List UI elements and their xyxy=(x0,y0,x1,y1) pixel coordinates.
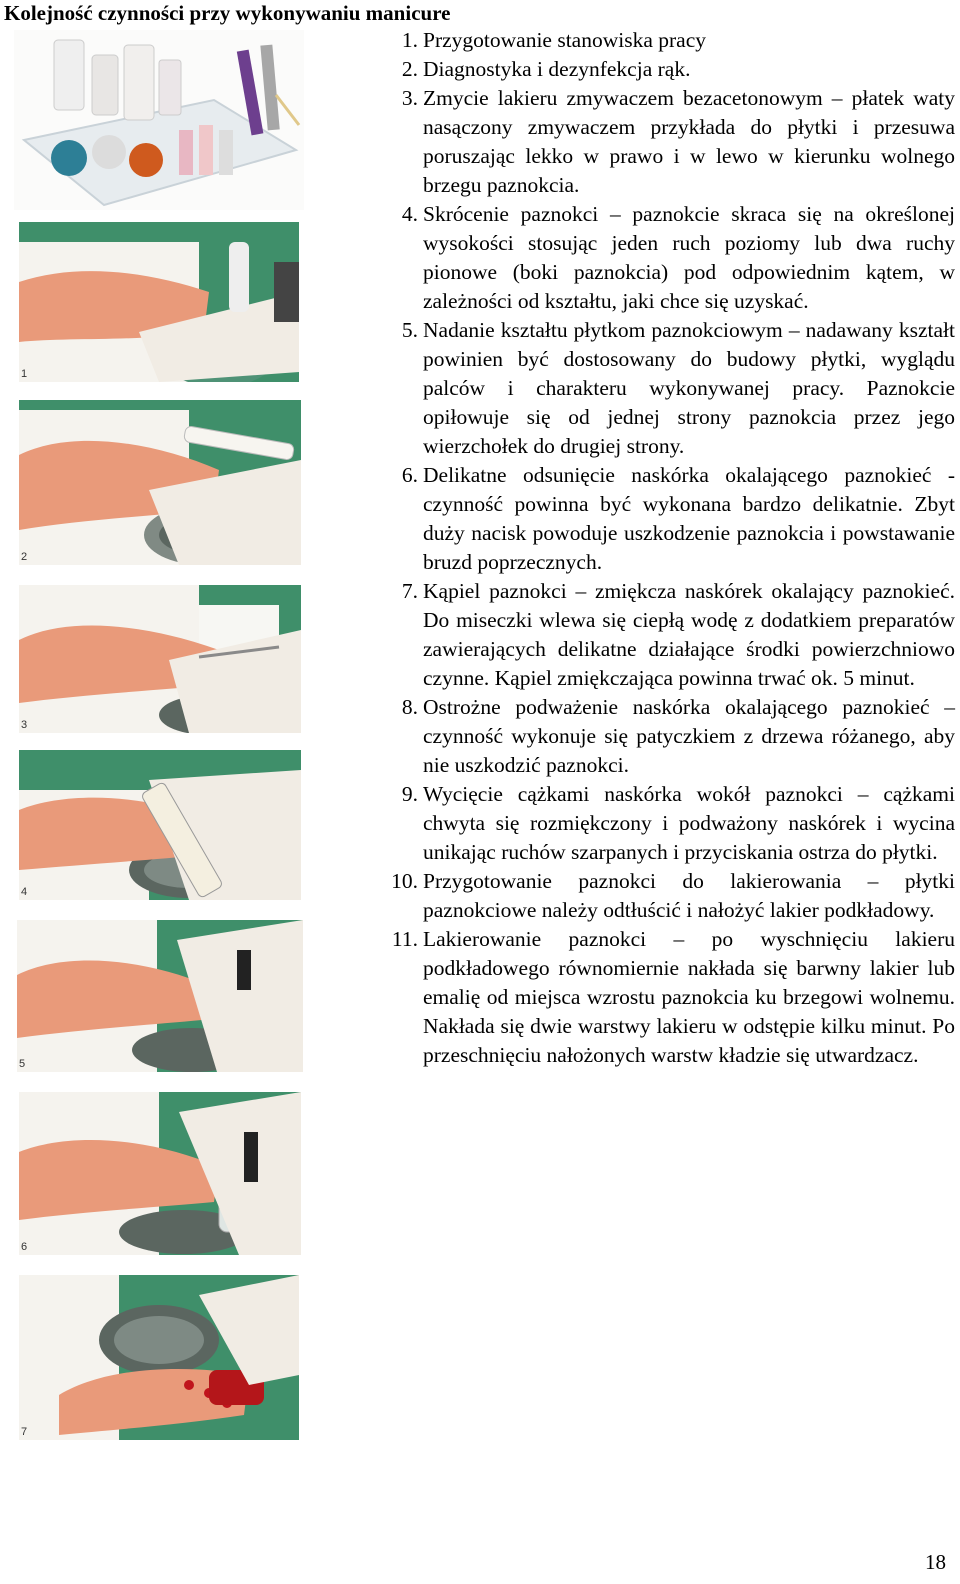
step-number: 9. xyxy=(401,782,418,806)
step-text: Wycięcie cążkami naskórka wokół paznokci – cążkami chwyta się rozmiękczony i podważony naskórek i wycina unikając ruchów szarpanych i przyciskania ostrza do płytki. xyxy=(423,782,955,864)
step-text: Kąpiel paznokci – zmiękcza naskórek okalający paznokieć. Do miseczki wlewa się ciepłą wodę z dodatkiem preparatów zawierających delikatne działające środki powierzchniowo czynne. Kąpiel zmiękczająca powinna trwać ok. 5 minut. xyxy=(423,579,955,690)
step-item xyxy=(380,26,955,55)
step-number: 2. xyxy=(401,57,418,81)
step-text: Nadanie kształtu płytkom paznokciowym – nadawany kształt powinien być dostosowany do budowy płytki, wyglądu palców i charakteru wykonywanej pracy. Paznokcie opiłowuje się od jednej strony paznokcia przez jego wierzchołek do drugiej strony. xyxy=(423,318,955,458)
photo-label: 4 xyxy=(21,886,28,898)
step-number: 6. xyxy=(401,463,418,487)
step-item xyxy=(380,84,955,200)
photo-label: 7 xyxy=(21,1426,28,1438)
step-number: 10. xyxy=(391,869,418,893)
step-item xyxy=(380,867,955,925)
step-text: Delikatne odsunięcie naskórka okalającego paznokieć - czynność powinna być wykonana bardzo delikatnie. Zbyt duży nacisk powoduje uszkodzenie paznokcia i powstawanie bruzd poprzecznych. xyxy=(423,463,955,574)
step-number: 5. xyxy=(401,318,418,342)
step-item xyxy=(380,780,955,867)
photo-column xyxy=(0,0,310,1480)
step-text: Zmycie lakieru zmywaczem bezacetonowym – płatek waty nasączony zmywaczem przykłada do płytki i przesuwa poruszając lekko w prawo i w lewo w kierunku wolnego brzegu paznokcia. xyxy=(423,86,955,197)
photo-step-1 xyxy=(19,222,299,382)
photo-step-2 xyxy=(19,400,301,565)
photo-step-7 xyxy=(19,1275,299,1440)
step-number: 7. xyxy=(401,579,418,603)
photo-step-3 xyxy=(19,585,301,733)
photo-label: 2 xyxy=(21,551,28,563)
document-title: Kolejność czynności przy wykonywaniu manicure xyxy=(4,1,451,25)
step-text: Ostrożne podważenie naskórka okalającego paznokieć – czynność wykonuje się patyczkiem z drzewa różanego, aby nie uszkodzić paznokci. xyxy=(423,695,955,777)
step-item xyxy=(380,316,955,461)
step-number: 8. xyxy=(401,695,418,719)
photo-products xyxy=(14,30,304,210)
step-number: 3. xyxy=(401,86,418,110)
step-item xyxy=(380,577,955,693)
photo-label: 5 xyxy=(19,1058,26,1070)
step-item xyxy=(380,693,955,780)
photo-step-5 xyxy=(17,920,303,1072)
procedure-steps-list xyxy=(380,26,955,1070)
step-number: 4. xyxy=(401,202,418,226)
page-number: 18 xyxy=(925,1550,946,1574)
step-item xyxy=(380,200,955,316)
step-item xyxy=(380,925,955,1070)
photo-label: 3 xyxy=(21,719,28,731)
step-text: Lakierowanie paznokci – po wyschnięciu lakieru podkładowego równomiernie nakłada się barwny lakier lub emalię od miejsca wzrostu paznokcia ku brzegowi wolnemu. Nakłada się dwie warstwy lakieru w odstępie kilku minut. Po przeschnięciu nałożonych warstw kładzie się utwardzacz. xyxy=(423,927,955,1067)
photo-label: 1 xyxy=(21,368,28,380)
step-number: 11. xyxy=(391,927,418,951)
step-item xyxy=(380,461,955,577)
step-text: Skrócenie paznokci – paznokcie skraca się na określonej wysokości stosując jeden ruch poziomy lub dwa ruchy pionowe (boki paznokcia) pod odpowiednim kątem, w zależności od kształtu, jaki chce się uzyskać. xyxy=(423,202,955,313)
step-text: Przygotowanie paznokci do lakierowania – płytki paznokciowe należy odtłuścić i nałożyć lakier podkładowy. xyxy=(423,869,955,922)
photo-step-6 xyxy=(19,1092,301,1255)
step-text: Przygotowanie stanowiska pracy xyxy=(423,28,707,52)
step-number: 1. xyxy=(401,28,418,52)
photo-label: 6 xyxy=(21,1241,28,1253)
photo-step-4 xyxy=(19,750,301,900)
step-text: Diagnostyka i dezynfekcja rąk. xyxy=(423,57,691,81)
step-item xyxy=(380,55,955,84)
